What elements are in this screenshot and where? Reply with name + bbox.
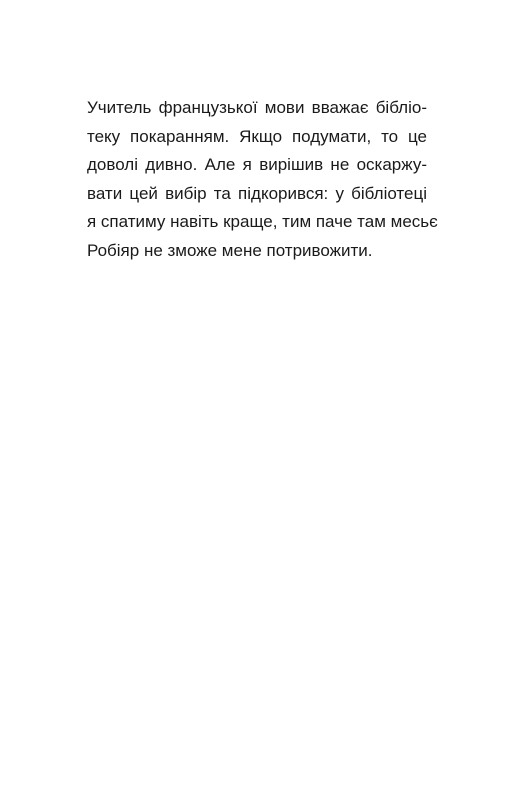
- paragraph-line-6: Робіяр не зможе мене потривожити.: [87, 240, 373, 260]
- paragraph-line-4: вати цей вибір та підкорився: у бібліотеці: [87, 183, 427, 203]
- paragraph-line-1: Учитель французької мови вважає бібліо-: [87, 98, 427, 117]
- paragraph-line-2: теку покаранням. Якщо подумати, то це: [87, 126, 427, 146]
- paragraph-line-5: я спатиму навіть краще, тим паче там месьє: [87, 212, 438, 232]
- paragraph-line-3: доволі дивно. Але я вирішив не оскаржу-: [87, 155, 427, 175]
- paragraph: [87, 94, 438, 266]
